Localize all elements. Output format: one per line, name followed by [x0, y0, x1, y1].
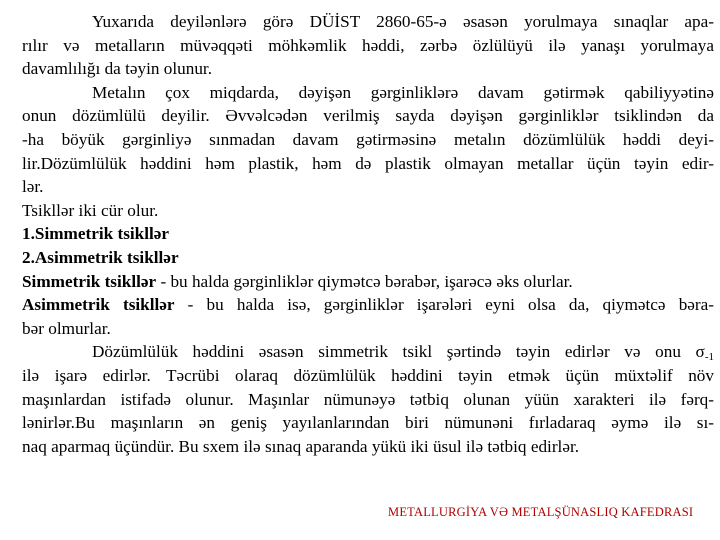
definition-text: - bu halda isə, gərginliklər işarələri eyni olsa da, qiymətcə bəra- — [174, 295, 714, 315]
text-line: -ha böyük gərginliyə sınmadan davam gətirməsinə metalın dözümlülük həddi deyi- — [22, 129, 714, 149]
definition-term: Simmetrik tsikllər — [22, 271, 157, 291]
definition-asymmetric — [22, 293, 714, 340]
definition-symmetric — [22, 270, 714, 294]
text-line: Metalın çox miqdarda, dəyişən gərginliklərə davam gətirmək qabiliyyətinə — [92, 82, 714, 102]
list-item-asymmetric: 2.Asimmetrik tsikllər — [22, 247, 179, 267]
definition-term: Asimmetrik tsikllər — [22, 295, 175, 315]
definition-line — [22, 270, 714, 294]
text-line: onun dözümlülü deyilir. Əvvəlcədən verilmiş sayda dəyişən gərginliklər tsiklindən da — [22, 106, 714, 126]
paragraph-intro — [22, 10, 714, 81]
text-line: maşınlardan istifadə olunur. Maşınlar nümunəyə tətbiq olunan yüün xarakteri ilə fərq- — [22, 389, 714, 409]
definition-line: bər olmurlar. — [22, 318, 111, 338]
endurance-text: Dözümlülük həddini əsasən simmetrik tsikl şərtində təyin edirlər və onu σ — [92, 342, 705, 362]
paragraph-cycle-types — [22, 199, 714, 223]
text-line: naq aparmaq üçündür. Bu sxem ilə sınaq aparanda yükü iki üsul ilə tətbiq edirlər. — [22, 436, 580, 456]
text-line: lər. — [22, 177, 44, 197]
definition-text: - bu halda gərginliklər qiymətcə bərabər, işarəcə əks olurlar. — [156, 271, 573, 291]
paragraph-definition — [22, 81, 714, 199]
text-line: lir.Dözümlülük həddini həm plastik, həm də plastik olmayan metallar üçün təyin edir- — [22, 153, 714, 173]
department-footer: METALLURGİYA VƏ METALŞÜNASLIQ KAFEDRASI — [388, 505, 694, 519]
sigma-subscript: -1 — [704, 351, 714, 364]
text-line: lənirlər.Bu maşınların ən geniş yayılanlarından biri nümunəni fırladaraq əymə ilə sı- — [22, 413, 714, 433]
text-line: Yuxarıda deyilənlərə görə DÜİST 2860-65-ə əsasən yorulmaya sınaqlar apa- — [92, 12, 714, 31]
text-line: ilə işarə edirlər. Təcrübi olaraq dözümlülük həddini təyin etmək üçün müxtəlif növ — [22, 365, 714, 385]
document-body — [22, 10, 714, 458]
definition-line — [22, 293, 714, 317]
paragraph-endurance — [22, 340, 714, 458]
cycle-list — [22, 222, 714, 269]
text-line — [22, 340, 714, 364]
text-line: Tsikllər iki cür olur. — [22, 200, 159, 220]
list-item-symmetric: 1.Simmetrik tsikllər — [22, 224, 170, 244]
text-line: rılır və metalların müvəqqəti möhkəmlik həddi, zərbə özlülüyü ilə yanaşı yorulmaya — [22, 35, 714, 55]
text-line: davamlılığı da təyin olunur. — [22, 59, 212, 79]
